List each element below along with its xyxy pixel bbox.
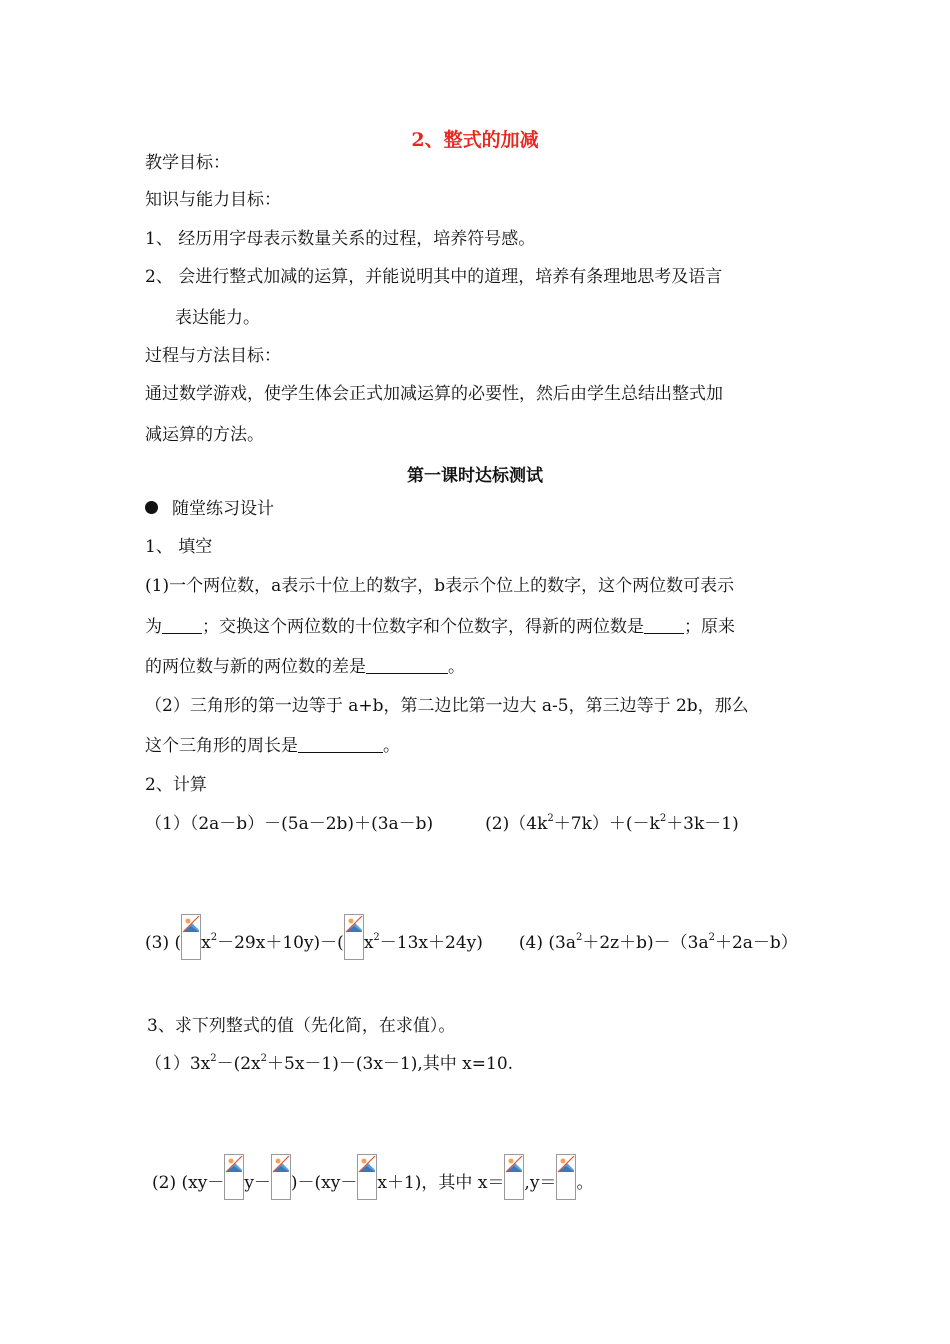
broken-image-icon: [224, 1154, 244, 1200]
knowledge-item-1: 1、 经历用字母表示数量关系的过程，培养符号感。: [145, 229, 536, 249]
question-1-1-line-1: (1)一个两位数，a表示十位上的数字，b表示个位上的数字，这个两位数可表示: [145, 576, 735, 596]
process-item-line-1: 通过数学游戏，使学生体会正式加减运算的必要性，然后由学生总结出整式加: [145, 384, 723, 404]
process-heading: 过程与方法目标：: [145, 346, 281, 366]
answer-blank[interactable]: [162, 617, 202, 634]
expression-2: $(2)(4k^2+7k)+(-k^2+3k-1)$: [485, 813, 739, 834]
question-2-row-2: [145, 914, 798, 960]
broken-image-icon: [357, 1154, 377, 1200]
broken-image-icon: [271, 1154, 291, 1200]
answer-blank[interactable]: [644, 617, 684, 634]
question-3-heading: 3、求下列整式的值（先化简，在求值）。: [147, 1016, 456, 1036]
broken-image-icon: [181, 914, 201, 960]
question-1-1-line-3: 的两位数与新的两位数的差是 。: [145, 657, 465, 677]
broken-image-icon: [504, 1154, 524, 1200]
question-2-row-1: [145, 813, 739, 835]
bullet-icon: [145, 501, 158, 514]
answer-blank[interactable]: [298, 736, 383, 753]
expression-1: （1）（2a－b）－(5a－2b)＋(3a－b): [145, 814, 434, 834]
expression-3: (3) ( $x^2-29x+10y)-$( $x^2-13x+24y$): [145, 933, 483, 953]
expression-4: (4) $(3a^2+2z+b)-(3a^2+2a-b)$: [518, 932, 798, 953]
answer-blank[interactable]: [366, 657, 448, 674]
question-1-2-line-1: （2）三角形的第一边等于 a+b，第二边比第一边大 a-5，第三边等于 2b，那么: [145, 696, 749, 716]
broken-image-icon: [344, 914, 364, 960]
page-title: 2、整式的加减: [411, 129, 539, 151]
broken-image-icon: [556, 1154, 576, 1200]
section-title: 第一课时达标测试: [407, 466, 543, 486]
knowledge-heading: 知识与能力目标：: [145, 190, 281, 210]
question-3-2: (2) (xy－ y－ )－(xy－ x＋1)，其中 x＝ ,y＝ 。: [152, 1154, 593, 1200]
question-1-1-line-2: 为 ；交换这个两位数的十位数字和个位数字，得新的两位数是 ；原来: [145, 617, 735, 637]
question-1-heading: 1、 填空: [145, 537, 213, 557]
knowledge-item-2-cont: 表达能力。: [175, 308, 260, 328]
process-item-line-2: 减运算的方法。: [145, 425, 264, 445]
knowledge-item-2: 2、 会进行整式加减的运算，并能说明其中的道理，培养有条理地思考及语言: [145, 267, 723, 287]
question-3-1: $(1)3x^2-(2x^2+5x-1)-(3x-1)$,其中 x=10.: [145, 1053, 514, 1074]
question-1-2-line-2: 这个三角形的周长是 。: [145, 736, 400, 756]
question-2-heading: 2、计算: [145, 775, 207, 795]
objectives-heading: 教学目标：: [145, 153, 230, 173]
practice-label: 随堂练习设计: [172, 499, 274, 519]
practice-heading: [145, 498, 274, 520]
